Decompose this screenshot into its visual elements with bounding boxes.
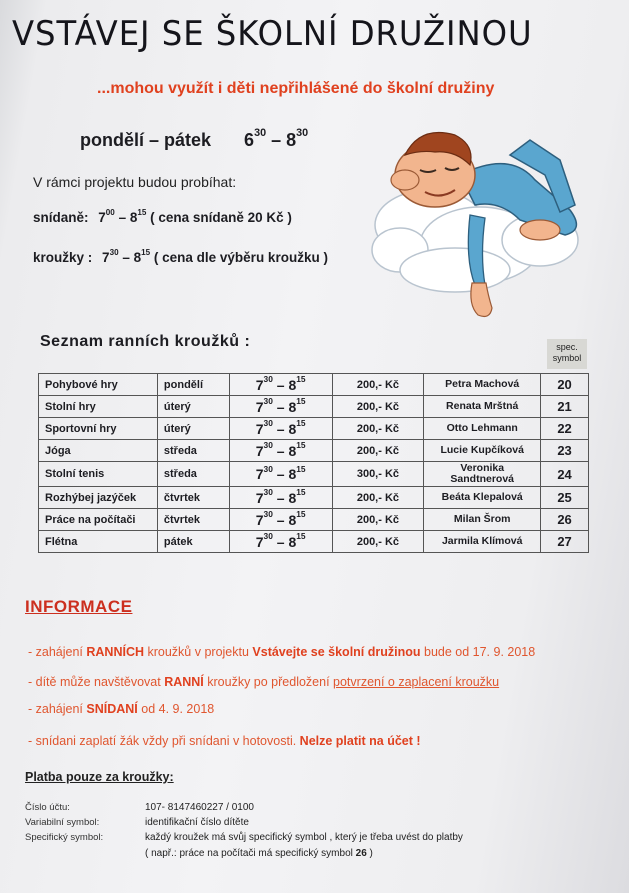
sleeping-boy-on-cloud-illustration	[360, 120, 610, 335]
club-name: Rozhýbej jazýček	[39, 487, 158, 509]
clubs-list-heading: Seznam ranních kroužků :	[40, 333, 251, 350]
club-time: $7^{30} - 8^{15}$	[229, 396, 332, 418]
club-day: středa	[157, 462, 229, 487]
account-label: Číslo účtu:	[25, 802, 70, 813]
poster-subtitle: ...mohou využít i děti nepřihlášené do školní družiny	[97, 80, 495, 97]
club-symbol: 21	[541, 396, 589, 418]
table-row	[39, 440, 589, 462]
club-day: čtvrtek	[157, 509, 229, 531]
schedule-time: $6^{30} - 8^{30}$	[244, 127, 309, 150]
club-time: $7^{30} - 8^{15}$	[229, 509, 332, 531]
club-name: Stolní hry	[39, 396, 158, 418]
club-teacher: Lucie Kupčíková	[424, 440, 541, 462]
club-teacher: Milan Šrom	[424, 509, 541, 531]
club-price: 200,- Kč	[332, 418, 424, 440]
project-intro: V rámci projektu budou probíhat:	[33, 174, 237, 190]
club-name: Pohybové hry	[39, 374, 158, 396]
club-price: 200,- Kč	[332, 440, 424, 462]
table-row	[39, 418, 589, 440]
club-price: 300,- Kč	[332, 462, 424, 487]
club-teacher: Petra Machová	[424, 374, 541, 396]
club-price: 200,- Kč	[332, 396, 424, 418]
club-symbol: 26	[541, 509, 589, 531]
club-day: úterý	[157, 418, 229, 440]
info-bullet-4: - snídani zaplatí žák vždy při snídani v hotovosti. Nelze platit na účet !	[28, 734, 421, 748]
info-bullet-2: - dítě může navštěvovat RANNÍ kroužky po předložení potvrzení o zaplacení kroužku	[28, 675, 500, 689]
club-day: čtvrtek	[157, 487, 229, 509]
club-symbol: 27	[541, 531, 589, 553]
club-symbol: 25	[541, 487, 589, 509]
club-symbol: 20	[541, 374, 589, 396]
specific-symbol-value: každý kroužek má svůj specifický symbol , který je třeba uvést do platby	[145, 832, 463, 843]
club-time: $7^{30} - 8^{15}$	[229, 418, 332, 440]
club-teacher: Beáta Klepalová	[424, 487, 541, 509]
specific-symbol-label: Specifický symbol:	[25, 832, 104, 843]
club-day: středa	[157, 440, 229, 462]
club-name: Sportovní hry	[39, 418, 158, 440]
variable-symbol-value: identifikační číslo dítěte	[145, 817, 249, 828]
poster-title: VSTÁVEJ SE ŠKOLNÍ DRUŽINOU	[12, 14, 533, 54]
club-name: Jóga	[39, 440, 158, 462]
table-row	[39, 462, 589, 487]
info-bullet-1: - zahájení RANNÍCH kroužků v projektu Vstávejte se školní družinou bude od 17. 9. 2018	[28, 645, 536, 659]
club-name: Flétna	[39, 531, 158, 553]
club-symbol: 22	[541, 418, 589, 440]
club-time: $7^{30} - 8^{15}$	[229, 374, 332, 396]
clubs-table	[38, 373, 589, 553]
club-teacher: Veronika Sandtnerová	[424, 462, 541, 487]
info-heading: INFORMACE	[25, 597, 133, 616]
club-price: 200,- Kč	[332, 374, 424, 396]
schedule-days: pondělí – pátek	[80, 130, 212, 150]
club-time: $7^{30} - 8^{15}$	[229, 440, 332, 462]
club-name: Práce na počítači	[39, 509, 158, 531]
club-day: pátek	[157, 531, 229, 553]
club-time: $7^{30} - 8^{15}$	[229, 487, 332, 509]
account-value: 107- 8147460227 / 0100	[145, 802, 254, 813]
club-symbol: 24	[541, 462, 589, 487]
club-time: $7^{30} - 8^{15}$	[229, 462, 332, 487]
info-bullet-3: - zahájení SNÍDANÍ od 4. 9. 2018	[28, 702, 215, 716]
club-name: Stolní tenis	[39, 462, 158, 487]
club-price: 200,- Kč	[332, 487, 424, 509]
club-teacher: Renata Mrštná	[424, 396, 541, 418]
specific-symbol-example: ( např.: práce na počítači má specifický symbol 26 )	[145, 848, 373, 859]
club-price: 200,- Kč	[332, 531, 424, 553]
table-row	[39, 509, 589, 531]
schedule-line	[80, 127, 309, 151]
club-price: 200,- Kč	[332, 509, 424, 531]
table-row	[39, 531, 589, 553]
variable-symbol-label: Variabilní symbol:	[25, 817, 100, 828]
clubs-line: kroužky : $7^{30} - 8^{15}$ ( cena dle výběru kroužku )	[33, 247, 328, 265]
table-row	[39, 487, 589, 509]
club-day: úterý	[157, 396, 229, 418]
breakfast-line: snídaně: $7^{00} - 8^{15}$ ( cena snídaně 20 Kč )	[33, 207, 292, 225]
table-row	[39, 396, 589, 418]
club-teacher: Otto Lehmann	[424, 418, 541, 440]
payment-heading: Platba pouze za kroužky:	[25, 770, 174, 784]
club-time: $7^{30} - 8^{15}$	[229, 531, 332, 553]
table-row	[39, 374, 589, 396]
club-teacher: Jarmila Klímová	[424, 531, 541, 553]
club-day: pondělí	[157, 374, 229, 396]
spec-symbol-header: spec. symbol	[547, 339, 587, 369]
club-symbol: 23	[541, 440, 589, 462]
